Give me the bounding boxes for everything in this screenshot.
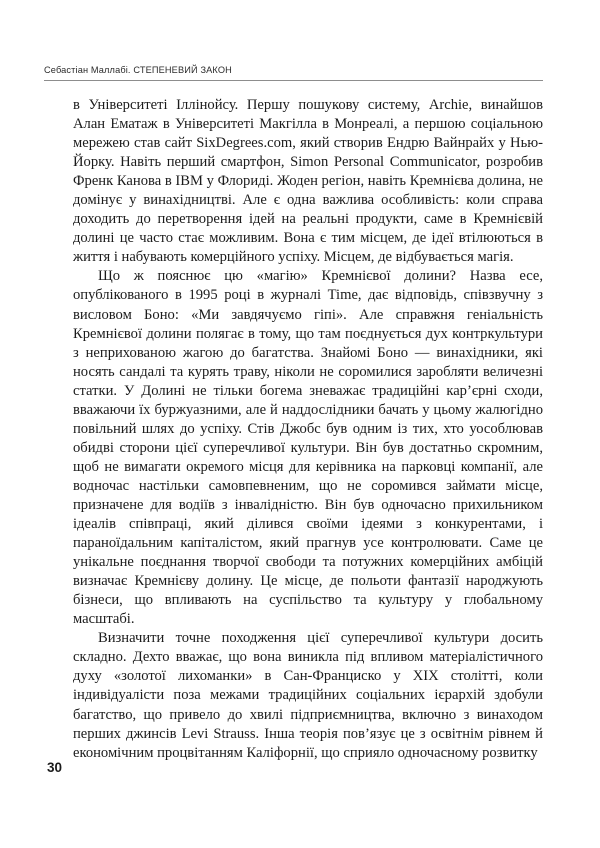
paragraph: в Університеті Іллінойсу. Першу пошукову систему, Archie, винайшов Алан Ематаж в Університеті Макгілла в Монреалі, а першою соціальною мережею став сайт SixDegrees.com, який створив Ендрю Вайнрайх у Нью-Йорку. Навіть перший смартфон, Simon Personal Communicator, розробив Френк Канова в IBM у Флориді. Жоден регіон, навіть Кремнієва долина, не домінує у винахідництві. Але є одна важлива особливість: коли справа доходить до перетворення ідей на реальні продукти, саме в Кремнієвій долині це часто стає можливим. Вона є тим місцем, де ідеї втілюються в життя і набувають комерційного успіху. Місцем, де відбувається магія.: [73, 97, 543, 266]
paragraph: Що ж пояснює цю «магію» Кремнієвої долини? Назва есе, опублікованого в 1995 році в журналі Time, дає відповідь, співзвучну з висловом Боно: «Ми завдячуємо гіпі». Але справжня геніальність Кремнієвої долини полягає в тому, що там поєднується дух контркультури з неприхованою жагою до багатства. Знайомі Боно — винахідники, які носять сандалі та курять траву, ніколи не соромилися заробляти величезні статки. У Долині не тільки богема зневажає традиційні кар’єрні сходи, вважаючи їх буржуазними, але й наддослідники бачать у цьому жалюгідно повільний шлях до успіху. Стів Джобс був одним із тих, хто уособлював обидві сторони цієї суперечливої культури. Він був достатньо скромним, щоб не вимагати окремого місця для керівника на парковці компанії, але водночас настільки самовпевненим, що не соромився займати місце, призначене для водіїв з інвалідністю. Він був одночасно прихильником ідеалів співпраці, який ділився своїми ідеями з конкурентами, і параноїдальним капіталістом, який прагнув усе контролювати. Саме це унікальне поєднання творчої свободи та потужних комерційних амбіцій визначає Кремнієву долину. Це місце, де польоти фантазії народжують бізнеси, що впливають на суспільство та культуру у глобальному масштабі.: [73, 268, 543, 628]
running-head: [44, 64, 543, 81]
page-number: 30: [47, 760, 63, 775]
body-text-block: [73, 96, 543, 763]
running-head-divider: [44, 80, 543, 81]
running-head-title: Себастіан Маллабі. СТЕПЕНЕВИЙ ЗАКОН: [44, 65, 232, 75]
paragraph: Визначити точне походження цієї суперечливої культури досить складно. Дехто вважає, що вона виникла під впливом матеріалістичного духу «золотої лихоманки» в Сан-Франциско у XIX столітті, коли індивідуалісти поза межами традиційних соціальних ієрархій здобули багатство, що привело до хвилі підприємництва, включно з винаходом перших джинсів Levi Strauss. Інша теорія пов’язує це з освітнім рівнем й економічним процвітанням Каліфорнії, що сприяло одночасному розвитку: [73, 630, 543, 761]
